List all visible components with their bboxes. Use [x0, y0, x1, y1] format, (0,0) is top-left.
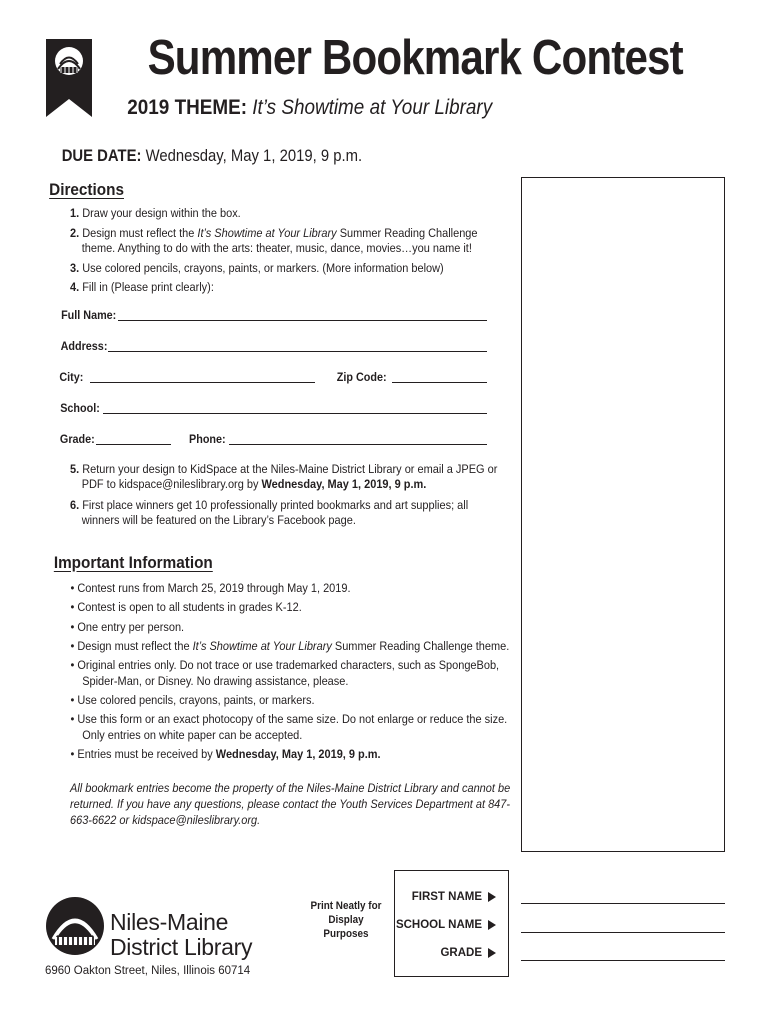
info-bullet: • Contest runs from March 25, 2019 through May 1, 2019. [70, 581, 351, 595]
print-neatly-note: Print Neatly for Display Purposes [310, 900, 382, 940]
first-name-label: FIRST NAME [412, 891, 496, 903]
library-name: Niles-Maine District Library [110, 909, 253, 960]
theme-label: 2019 THEME: [127, 96, 248, 119]
phone-label: Phone: [189, 432, 226, 446]
due-date-label: DUE DATE: [61, 147, 142, 165]
theme-line [127, 96, 492, 120]
arrow-right-icon [488, 920, 496, 930]
page-title: Summer Bookmark Contest [147, 31, 683, 85]
direction-step-4: 4. Fill in (Please print clearly): [70, 280, 214, 294]
grade-line[interactable] [521, 960, 725, 961]
phone-field[interactable] [229, 444, 487, 445]
property-note: All bookmark entries become the property of the Niles-Maine District Library and cannot be returned. If you have any questions, please contact the Youth Services Department at 847-663-6622 or kidspace@nileslibrary.org. [70, 781, 511, 827]
address-label: Address: [60, 339, 108, 353]
direction-step-2: 2. Design must reflect the It’s Showtime at Your Library Summer Reading Challenge theme. Anything to do with the arts: theater, music, dance, movies…you name it! [70, 226, 478, 255]
important-info-heading: Important Information [53, 553, 213, 572]
first-name-line[interactable] [521, 903, 725, 904]
arrow-right-icon [488, 948, 496, 958]
grade-label: Grade: [59, 432, 95, 446]
library-address: 6960 Oakton Street, Niles, Illinois 60714 [45, 965, 251, 977]
school-label: School: [60, 401, 100, 415]
full-name-label: Full Name: [61, 308, 117, 322]
zip-code-label: Zip Code: [336, 370, 387, 384]
due-date-value: Wednesday, May 1, 2019, 9 p.m. [145, 147, 363, 165]
full-name-field[interactable] [118, 320, 487, 321]
school-name-line[interactable] [521, 932, 725, 933]
address-field[interactable] [108, 351, 487, 352]
zip-code-field[interactable] [392, 382, 487, 383]
city-label: City: [59, 370, 84, 384]
theme-text: It’s Showtime at Your Library [252, 96, 493, 119]
bookmark-logo-icon [46, 39, 92, 117]
name-label-box [394, 870, 509, 977]
info-bullet: • Contest is open to all students in grades K-12. [70, 600, 302, 614]
info-bullet: • Use this form or an exact photocopy of the same size. Do not enlarge or reduce the size. Only entries on white paper can be accepted. [70, 712, 508, 742]
city-field[interactable] [90, 382, 315, 383]
directions-heading: Directions [49, 180, 124, 199]
due-date [62, 147, 362, 166]
direction-step-5: 5. Return your design to KidSpace at the Niles-Maine District Library or email a JPEG or PDF to kidspace@nileslibrary.org by Wednesday, May 1, 2019, 9 p.m. [70, 462, 498, 491]
info-bullet: • Design must reflect the It’s Showtime at Your Library Summer Reading Challenge theme. [70, 639, 510, 653]
info-bullet: • One entry per person. [70, 620, 185, 634]
arrow-right-icon [488, 892, 496, 902]
grade-label-footer: GRADE [440, 947, 496, 959]
direction-step-3: 3. Use colored pencils, crayons, paints, or markers. (More information below) [70, 261, 444, 275]
school-field[interactable] [103, 413, 487, 414]
grade-field[interactable] [96, 444, 171, 445]
school-name-label: SCHOOL NAME [396, 919, 496, 931]
info-bullet: • Entries must be received by Wednesday, May 1, 2019, 9 p.m. [70, 747, 381, 761]
direction-step-1: 1. Draw your design within the box. [70, 206, 241, 220]
library-logo-icon [45, 895, 105, 957]
direction-step-6: 6. First place winners get 10 professionally printed bookmarks and art supplies; all winners will be featured on the Library’s Facebook page. [70, 498, 469, 527]
bookmark-design-box[interactable] [521, 177, 725, 852]
info-bullet: • Original entries only. Do not trace or use trademarked characters, such as SpongeBob, Spider-Man, or Disney. No drawing assistance, please. [70, 658, 500, 688]
info-bullet: • Use colored pencils, crayons, paints, or markers. [70, 693, 315, 707]
